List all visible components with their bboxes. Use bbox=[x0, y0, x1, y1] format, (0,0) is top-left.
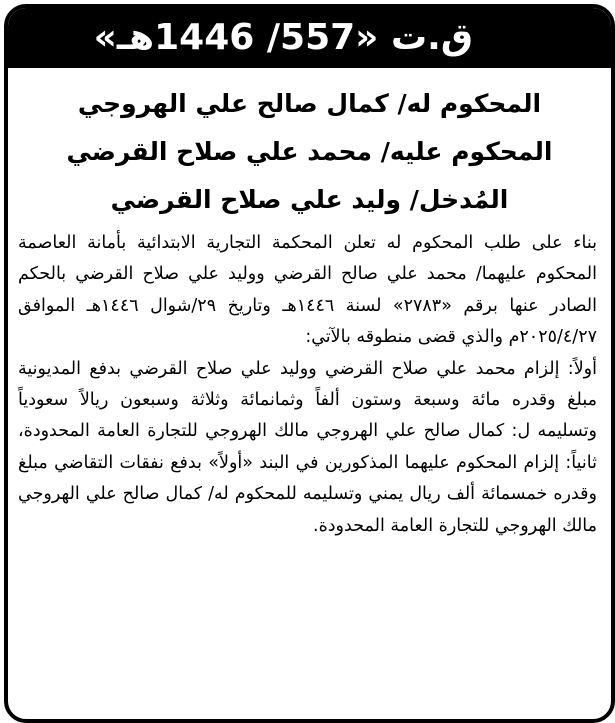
notice-paragraph-intro: بناء على طلب المحكوم له تعلن المحكمة التجارية الابتدائية بأمانة العاصمة المحكوم عليهما/ محمد علي صالح القرضي ووليد علي صلاح القرضي بالحكم الصادر عنها برقم «٢٧٨٣» لسنة ١٤٤٦هـ وتاريخ ٢٩/شوال ١٤٤٦هـ الموافق ٢٠٢٥/٤/٢٧م والذي قضى منطوقه بالآتي: bbox=[18, 233, 597, 348]
notice-frame bbox=[4, 4, 615, 723]
defendant-line: المحكوم عليه/ محمد علي صلاح القرضي bbox=[66, 137, 553, 166]
header-bar bbox=[8, 8, 611, 68]
notice-paragraph-ruling: أولاً: إلزام محمد علي صلاح القرضي ووليد علي صلاح القرضي بدفع المديونية مبلغ وقدره مائة وسبعة وستون ألفاً وثمانمائة وثلاثة وسبعون ريالاً سعودياً وتسليمه ل: كمال صالح علي الهروجي مالك الهروجي للتجارة العامة المحدودة، ثانياً: إلزام المحكوم عليهما المذكورين في البند «أولاً» بدفع نفقات التقاضي مبلغ وقدره خمسمائة ألف ريال يمني وتسليمه للمحكوم له/ كمال صالح علي الهروجي مالك الهروجي للتجارة العامة المحدودة. bbox=[18, 358, 597, 536]
notice-body bbox=[18, 228, 597, 542]
plaintiff-line: المحكوم له/ كمال صالح علي الهروجي bbox=[77, 89, 542, 118]
case-number-title: ق.ت «557/ 1446هـ» bbox=[93, 17, 473, 58]
parties-block bbox=[18, 80, 601, 224]
intervener-line: المُدخل/ وليد علي صلاح القرضي bbox=[110, 185, 509, 214]
